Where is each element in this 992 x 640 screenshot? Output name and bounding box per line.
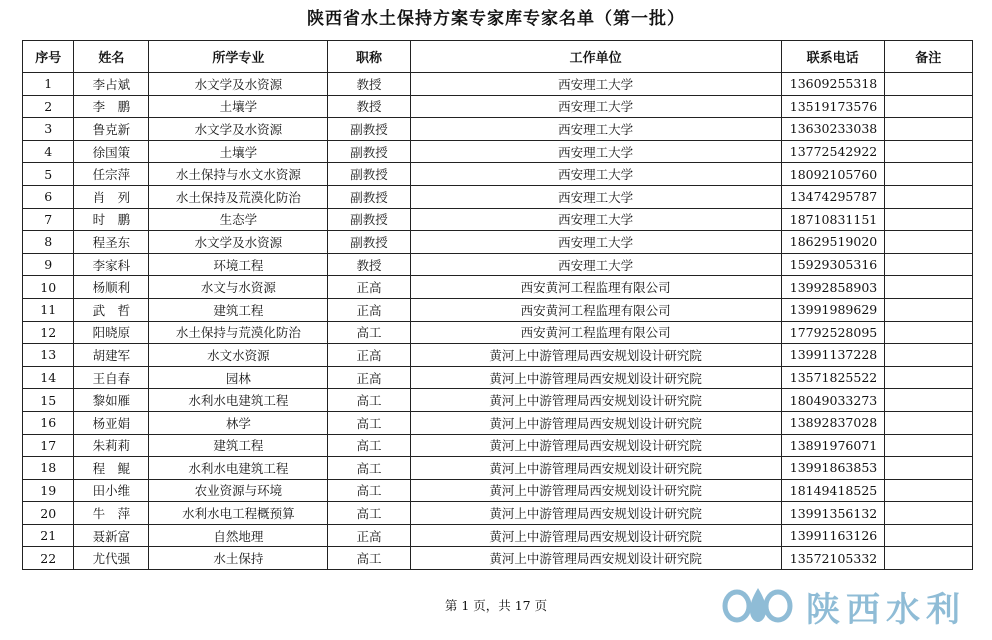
table-row [23,231,973,254]
remarks-cell [884,434,972,457]
phone-cell: 18049033273 [781,389,884,412]
table-row [23,208,973,231]
major-cell: 水土保持及荒漠化防治 [149,185,328,208]
phone-cell: 13630233038 [781,118,884,141]
table-row [23,479,973,502]
title-cell: 高工 [328,479,410,502]
major-cell: 水土保持与荒漠化防治 [149,321,328,344]
phone-cell: 17792528095 [781,321,884,344]
index-cell: 12 [23,321,74,344]
index-cell: 3 [23,118,74,141]
table-row [23,457,973,480]
table-row [23,276,973,299]
title-cell: 高工 [328,411,410,434]
table-row [23,253,973,276]
major-cell: 水文与水资源 [149,276,328,299]
employer-cell: 西安理工大学 [410,185,781,208]
title-cell: 教授 [328,253,410,276]
remarks-cell [884,524,972,547]
title-cell: 高工 [328,321,410,344]
table-row [23,140,973,163]
name-cell: 阳晓原 [74,321,149,344]
phone-cell: 18092105760 [781,163,884,186]
major-cell: 环境工程 [149,253,328,276]
name-cell: 牛 萍 [74,502,149,525]
index-cell: 20 [23,502,74,525]
employer-cell: 黄河上中游管理局西安规划设计研究院 [410,547,781,570]
employer-cell: 黄河上中游管理局西安规划设计研究院 [410,411,781,434]
employer-cell: 西安黄河工程监理有限公司 [410,298,781,321]
index-cell: 17 [23,434,74,457]
phone-cell: 13519173576 [781,95,884,118]
major-cell: 水文学及水资源 [149,231,328,254]
table-row [23,118,973,141]
phone-cell: 13772542922 [781,140,884,163]
remarks-cell [884,208,972,231]
employer-cell: 黄河上中游管理局西安规划设计研究院 [410,434,781,457]
employer-cell: 黄河上中游管理局西安规划设计研究院 [410,457,781,480]
name-cell: 王自春 [74,366,149,389]
header-index: 序号 [23,41,74,73]
index-cell: 18 [23,457,74,480]
table-row [23,366,973,389]
name-cell: 朱莉莉 [74,434,149,457]
employer-cell: 黄河上中游管理局西安规划设计研究院 [410,524,781,547]
name-cell: 肖 列 [74,185,149,208]
index-cell: 22 [23,547,74,570]
title-cell: 正高 [328,298,410,321]
table-row [23,411,973,434]
remarks-cell [884,411,972,434]
phone-cell: 13891976071 [781,434,884,457]
header-name: 姓名 [74,41,149,73]
employer-cell: 西安理工大学 [410,95,781,118]
major-cell: 水文学及水资源 [149,73,328,96]
table-row [23,163,973,186]
title-cell: 高工 [328,457,410,480]
remarks-cell [884,276,972,299]
table-body [23,73,973,570]
name-cell: 杨顺利 [74,276,149,299]
remarks-cell [884,457,972,480]
employer-cell: 黄河上中游管理局西安规划设计研究院 [410,479,781,502]
phone-cell: 13892837028 [781,411,884,434]
index-cell: 11 [23,298,74,321]
phone-cell: 13572105332 [781,547,884,570]
table-row [23,547,973,570]
index-cell: 1 [23,73,74,96]
phone-cell: 18149418525 [781,479,884,502]
remarks-cell [884,140,972,163]
table-row [23,185,973,208]
expert-table [22,40,973,570]
phone-cell: 13991356132 [781,502,884,525]
title-cell: 副教授 [328,118,410,141]
title-cell: 正高 [328,276,410,299]
employer-cell: 西安理工大学 [410,231,781,254]
table-header-row [23,41,973,73]
phone-cell: 13992858903 [781,276,884,299]
index-cell: 8 [23,231,74,254]
table-row [23,298,973,321]
employer-cell: 西安理工大学 [410,208,781,231]
employer-cell: 西安理工大学 [410,73,781,96]
title-cell: 高工 [328,547,410,570]
index-cell: 5 [23,163,74,186]
name-cell: 李家科 [74,253,149,276]
name-cell: 时 鹏 [74,208,149,231]
title-cell: 高工 [328,389,410,412]
employer-cell: 西安黄河工程监理有限公司 [410,276,781,299]
title-cell: 副教授 [328,163,410,186]
header-remarks: 备注 [884,41,972,73]
major-cell: 林学 [149,411,328,434]
remarks-cell [884,95,972,118]
index-cell: 16 [23,411,74,434]
phone-cell: 15929305316 [781,253,884,276]
major-cell: 建筑工程 [149,434,328,457]
remarks-cell [884,73,972,96]
title-cell: 正高 [328,366,410,389]
remarks-cell [884,321,972,344]
index-cell: 15 [23,389,74,412]
phone-cell: 13991863853 [781,457,884,480]
document-title: 陕西省水土保持方案专家库专家名单（第一批） [307,9,685,29]
water-drop-logo-icon [722,584,796,628]
name-cell: 鲁克新 [74,118,149,141]
name-cell: 徐国策 [74,140,149,163]
remarks-cell [884,118,972,141]
name-cell: 田小维 [74,479,149,502]
title-cell: 正高 [328,344,410,367]
major-cell: 水利水电工程概预算 [149,502,328,525]
index-cell: 7 [23,208,74,231]
name-cell: 程圣东 [74,231,149,254]
major-cell: 水土保持 [149,547,328,570]
remarks-cell [884,502,972,525]
table-row [23,321,973,344]
major-cell: 自然地理 [149,524,328,547]
major-cell: 土壤学 [149,140,328,163]
employer-cell: 西安理工大学 [410,163,781,186]
watermark [722,580,984,632]
major-cell: 建筑工程 [149,298,328,321]
table-row [23,434,973,457]
remarks-cell [884,479,972,502]
employer-cell: 西安黄河工程监理有限公司 [410,321,781,344]
index-cell: 6 [23,185,74,208]
header-employer: 工作单位 [410,41,781,73]
table-row [23,502,973,525]
name-cell: 任宗萍 [74,163,149,186]
employer-cell: 西安理工大学 [410,253,781,276]
name-cell: 武 哲 [74,298,149,321]
table-row [23,73,973,96]
index-cell: 14 [23,366,74,389]
title-cell: 教授 [328,73,410,96]
major-cell: 土壤学 [149,95,328,118]
header-title: 职称 [328,41,410,73]
index-cell: 2 [23,95,74,118]
name-cell: 杨亚娟 [74,411,149,434]
index-cell: 19 [23,479,74,502]
employer-cell: 黄河上中游管理局西安规划设计研究院 [410,366,781,389]
name-cell: 聂新富 [74,524,149,547]
employer-cell: 黄河上中游管理局西安规划设计研究院 [410,344,781,367]
title-cell: 正高 [328,524,410,547]
employer-cell: 西安理工大学 [410,140,781,163]
employer-cell: 黄河上中游管理局西安规划设计研究院 [410,502,781,525]
index-cell: 21 [23,524,74,547]
major-cell: 水文学及水资源 [149,118,328,141]
title-cell: 副教授 [328,185,410,208]
title-cell: 教授 [328,95,410,118]
name-cell: 尤代强 [74,547,149,570]
title-cell: 高工 [328,502,410,525]
remarks-cell [884,298,972,321]
title-cell: 副教授 [328,140,410,163]
major-cell: 水利水电建筑工程 [149,457,328,480]
phone-cell: 13991137228 [781,344,884,367]
remarks-cell [884,389,972,412]
major-cell: 农业资源与环境 [149,479,328,502]
index-cell: 4 [23,140,74,163]
name-cell: 李占斌 [74,73,149,96]
employer-cell: 西安理工大学 [410,118,781,141]
phone-cell: 18629519020 [781,231,884,254]
employer-cell: 黄河上中游管理局西安规划设计研究院 [410,389,781,412]
major-cell: 水利水电建筑工程 [149,389,328,412]
phone-cell: 13609255318 [781,73,884,96]
remarks-cell [884,366,972,389]
index-cell: 9 [23,253,74,276]
phone-cell: 13991163126 [781,524,884,547]
table-row [23,389,973,412]
watermark-text: 陕西水利 [806,589,966,630]
remarks-cell [884,185,972,208]
table-row [23,524,973,547]
remarks-cell [884,163,972,186]
major-cell: 水土保持与水文水资源 [149,163,328,186]
major-cell: 生态学 [149,208,328,231]
title-cell: 副教授 [328,208,410,231]
remarks-cell [884,547,972,570]
name-cell: 李 鹏 [74,95,149,118]
phone-cell: 13991989629 [781,298,884,321]
index-cell: 13 [23,344,74,367]
major-cell: 园林 [149,366,328,389]
index-cell: 10 [23,276,74,299]
name-cell: 黎如雁 [74,389,149,412]
title-cell: 高工 [328,434,410,457]
name-cell: 程 鲲 [74,457,149,480]
table-row [23,95,973,118]
page-footer: 第 1 页，共 17 页 [444,598,548,613]
title-cell: 副教授 [328,231,410,254]
remarks-cell [884,253,972,276]
phone-cell: 13571825522 [781,366,884,389]
table-row [23,344,973,367]
name-cell: 胡建军 [74,344,149,367]
phone-cell: 18710831151 [781,208,884,231]
header-phone: 联系电话 [781,41,884,73]
remarks-cell [884,231,972,254]
phone-cell: 13474295787 [781,185,884,208]
major-cell: 水文水资源 [149,344,328,367]
remarks-cell [884,344,972,367]
header-major: 所学专业 [149,41,328,73]
